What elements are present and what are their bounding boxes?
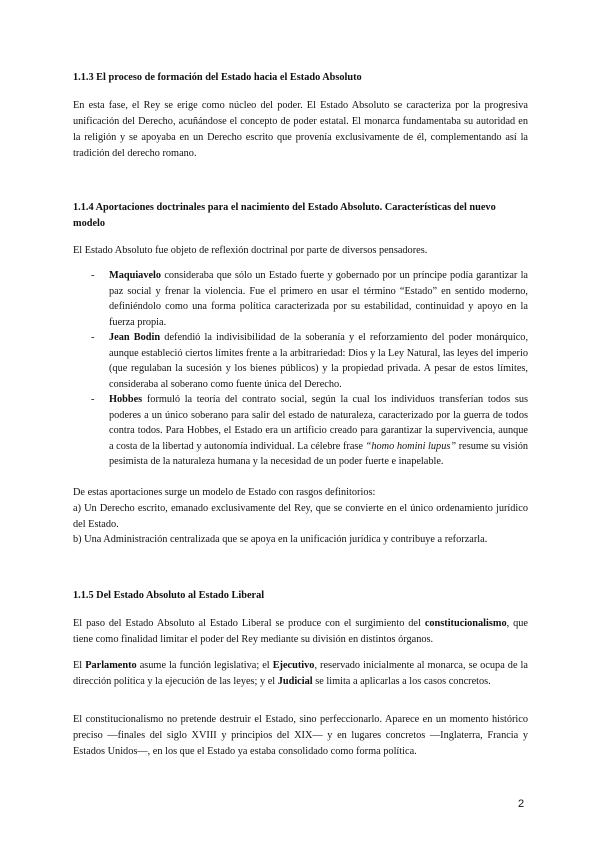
paragraph-absolute-state: En esta fase, el Rey se erige como núcleo del poder. El Estado Absoluto se caracteriza por la progresiva unificación del Derecho, acuñándose el concepto de poder estatal. El monarca fundamentaba su autoridad en la religión y se apoyaba en un Derecho escrito que provenía exclusivamente de él, complementando así la tradición del derecho romano. (73, 100, 528, 159)
paragraph-point-b: b) Una Administración centralizada que se apoya en la unificación jurídica y contribuye a reforzarla. (73, 534, 488, 545)
paragraph-model-intro: De estas aportaciones surge un modelo de Estado con rasgos definitorios: (73, 487, 376, 498)
thinker-name: Maquiavelo (109, 270, 162, 281)
section-heading-1-1-5: 1.1.5 Del Estado Absoluto al Estado Liberal (73, 590, 265, 601)
thinker-description: defendió la indivisibilidad de la soberanía y el reforzamiento del poder monárquico, aunque estableció ciertos límites frente a la arbitrariedad: Dios y la Ley Natural, las leyes del imperio (que regulaban la sucesión y los bienes públicos) y la propiedad privada. A pesar de estos límites, consideraba al soberano como fuente única del Derecho. (109, 332, 529, 390)
section-heading-1-1-3: 1.1.3 El proceso de formación del Estado hacia el Estado Absoluto (73, 72, 362, 83)
latin-quote: “homo homini lupus” (365, 440, 457, 452)
text-fragment: se limita a aplicarlas a los casos concretos. (312, 676, 491, 687)
paragraph-doctrinal-intro: El Estado Absoluto fue objeto de reflexión doctrinal por parte de diversos pensadores. (73, 245, 428, 256)
thinkers-list (91, 268, 528, 470)
term-ejecutivo: Ejecutivo (272, 660, 315, 671)
term-judicial: Judicial (277, 676, 313, 687)
text-fragment: El (73, 660, 86, 671)
paragraph-point-a: a) Un Derecho escrito, emanado exclusivamente del Rey, que se convierte en el único ordenamiento jurídico del Estado. (73, 503, 528, 530)
page-number: 2 (518, 798, 525, 810)
thinker-description: formuló la teoría del contrato social, según la cual los individuos transferían todos sus poderes a un único soberano para salir del estado de naturaleza, caracterizado por la guerra de todos contra todos. Para Hobbes, el Estado era un artificio creado para garantizar la supervivencia, aunque a costa de la libertad y autonomía individual. La célebre frase (109, 394, 528, 452)
term-parlamento: Parlamento (85, 660, 137, 671)
text-fragment: , que tiene como finalidad limitar el poder del Rey mediante su división en distintos órganos. (73, 618, 529, 645)
list-item-hobbes (91, 392, 528, 470)
paragraph-constitutionalism (73, 616, 528, 648)
paragraph-powers (73, 658, 528, 690)
text-fragment: , reservado inicialmente al monarca, se ocupa de la dirección política y la ejecución de las leyes; y el (73, 660, 528, 687)
thinker-name: Hobbes (109, 394, 143, 405)
list-item-bodin (91, 330, 528, 392)
bullet-dash: - (91, 332, 95, 343)
term-constitucionalismo: constitucionalismo (424, 618, 507, 629)
paragraph-constitutionalism-purpose: El constitucionalismo no pretende destruir el Estado, sino perfeccionarlo. Aparece en un momento histórico preciso —finales del siglo XVIII y principios del XIX— y en lugares concretos —Inglaterra, Francia y Estados Unidos—, en los que el Estado ya estaba consolidado como forma política. (73, 714, 528, 757)
thinker-description-end: resume su visión pesimista de la naturaleza humana y la necesidad de un poder fuerte e inapelable. (109, 440, 528, 467)
text-fragment: asume la función legislativa; el (136, 660, 273, 671)
bullet-dash: - (91, 394, 95, 405)
list-item-maquiavelo (91, 268, 528, 330)
thinker-name: Jean Bodin (109, 332, 161, 343)
bullet-dash: - (91, 270, 95, 281)
thinker-description: consideraba que sólo un Estado fuerte y gobernado por un príncipe podía garantizar la paz social y frenar la violencia. Fue el primero en usar el término “Estado” en sentido moderno, definiéndolo como una forma política caracterizada por su estabilidad, continuidad y apoyo en la fuerza propia. (109, 270, 528, 328)
text-fragment: El paso del Estado Absoluto al Estado Liberal se produce con el surgimiento del (73, 618, 425, 629)
section-heading-1-1-4: 1.1.4 Aportaciones doctrinales para el nacimiento del Estado Absoluto. Características del nuevo modelo (73, 202, 496, 229)
